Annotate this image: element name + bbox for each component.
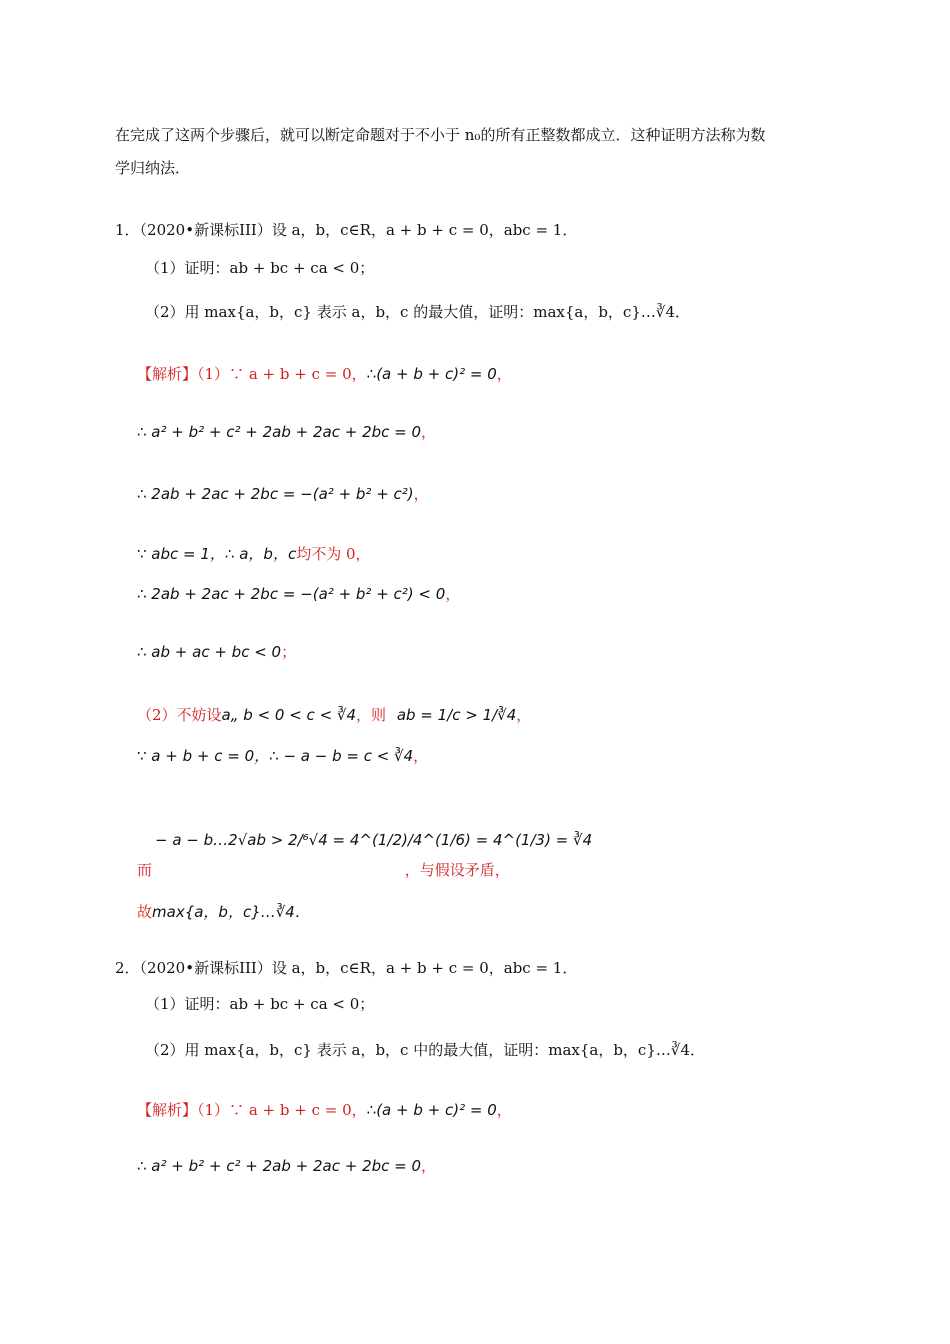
sol-text: 故 [137, 903, 153, 921]
q1-solution-line-1 [137, 364, 512, 384]
solution-tag: 【解析】 [137, 365, 198, 383]
sol-eq: ab = 1/c > 1/∛4 [396, 706, 517, 724]
sol-text: 而 [137, 861, 153, 879]
sol-eq: − a − b…2√ab > 2/⁶√4 = 4^(1/2)/4^(1/6) = 4^(1/3) = ∛4 [155, 831, 593, 849]
sol-eq: ∴ 2ab + 2ac + 2bc = −(a² + b² + c²) < 0 [137, 585, 446, 603]
intro-line-2: 学归纳法． [115, 159, 191, 177]
sol-text: （2）不妨设 [137, 706, 222, 724]
sol-eq: ∴ ab + ac + bc < 0 [137, 643, 282, 661]
q1-stem: 1．（2020•新课标III）设 a，b，c∈R，a + b + c = 0，abc = 1． [115, 221, 578, 239]
q1-solution-line-4 [137, 544, 371, 564]
sol-eq: ，∴ a，b，c [209, 545, 297, 563]
q1-solution-part2-line-1 [137, 700, 531, 730]
sol-punct: ， [351, 365, 367, 383]
q1-part2: （2）用 max{a，b，c} 表示 a，b，c 的最大值，证明：max{a，b，c}…∛4． [145, 303, 690, 321]
sol-eq: max{a，b，c}…∛4． [152, 903, 310, 921]
sol-punct: ， [421, 423, 437, 441]
solution-tag: 【解析】 [137, 1101, 198, 1119]
sol-punct: ， [496, 365, 512, 383]
intro-line-1: 在完成了这两个步骤后，就可以断定命题对于不小于 n₀的所有正整数都成立．这种证明方法称为数 [115, 126, 766, 144]
q2-part1: （1）证明：ab + bc + ca < 0； [145, 995, 375, 1013]
sol-eq: ∴(a + b + c)² = 0 [366, 1101, 497, 1119]
sol-eq: ∵ a + b + c = 0，∴ − a − b = c < ∛4 [137, 747, 414, 765]
sol-eq: a„ b < 0 < c < ∛4 [221, 706, 357, 724]
sol-text: 均不为 0， [296, 545, 371, 563]
q2-solution-line-1 [137, 1100, 512, 1120]
sol-punct: ， [351, 1101, 367, 1119]
q1-solution-conclusion [137, 902, 310, 922]
sol-punct: ， [496, 1101, 512, 1119]
sol-punct: ， [516, 706, 532, 724]
sol-eq: ∴ a² + b² + c² + 2ab + 2ac + 2bc = 0 [137, 1157, 422, 1175]
sol-text: ，与假设矛盾， [404, 861, 510, 879]
q1-part1: （1）证明：ab + bc + ca < 0； [145, 259, 375, 277]
q2-part2: （2）用 max{a，b，c} 表示 a，b，c 中的最大值，证明：max{a，b，c}…∛4． [145, 1041, 705, 1059]
q2-solution-line-2 [137, 1156, 436, 1176]
sol-eq: ∴(a + b + c)² = 0 [366, 365, 497, 383]
q2-stem: 2．（2020•新课标III）设 a，b，c∈R，a + b + c = 0，abc = 1． [115, 959, 578, 977]
q1-solution-part2-line-3 [155, 830, 592, 850]
sol-punct: ， [445, 585, 461, 603]
sol-part1-a: （1）∵ a + b + c = 0 [197, 1101, 352, 1119]
sol-eq: ∴ 2ab + 2ac + 2bc = −(a² + b² + c²) [137, 485, 414, 503]
sol-eq: ∵ abc = 1 [137, 545, 210, 563]
q1-solution-line-6 [137, 642, 296, 662]
sol-eq: ∴ a² + b² + c² + 2ab + 2ac + 2bc = 0 [137, 423, 422, 441]
sol-text: ，则 [356, 706, 387, 724]
sol-punct: ； [281, 643, 297, 661]
q1-solution-line-5 [137, 584, 460, 604]
q1-solution-line-3 [137, 484, 429, 504]
q1-solution-part2-line-2 [137, 746, 428, 766]
q1-solution-line-2 [137, 422, 436, 442]
q1-solution-part2-line-4 [137, 860, 510, 880]
sol-punct: ， [413, 485, 429, 503]
sol-punct: ， [421, 1157, 437, 1175]
sol-punct: ， [413, 747, 429, 765]
sol-part1-a: （1）∵ a + b + c = 0 [197, 365, 352, 383]
